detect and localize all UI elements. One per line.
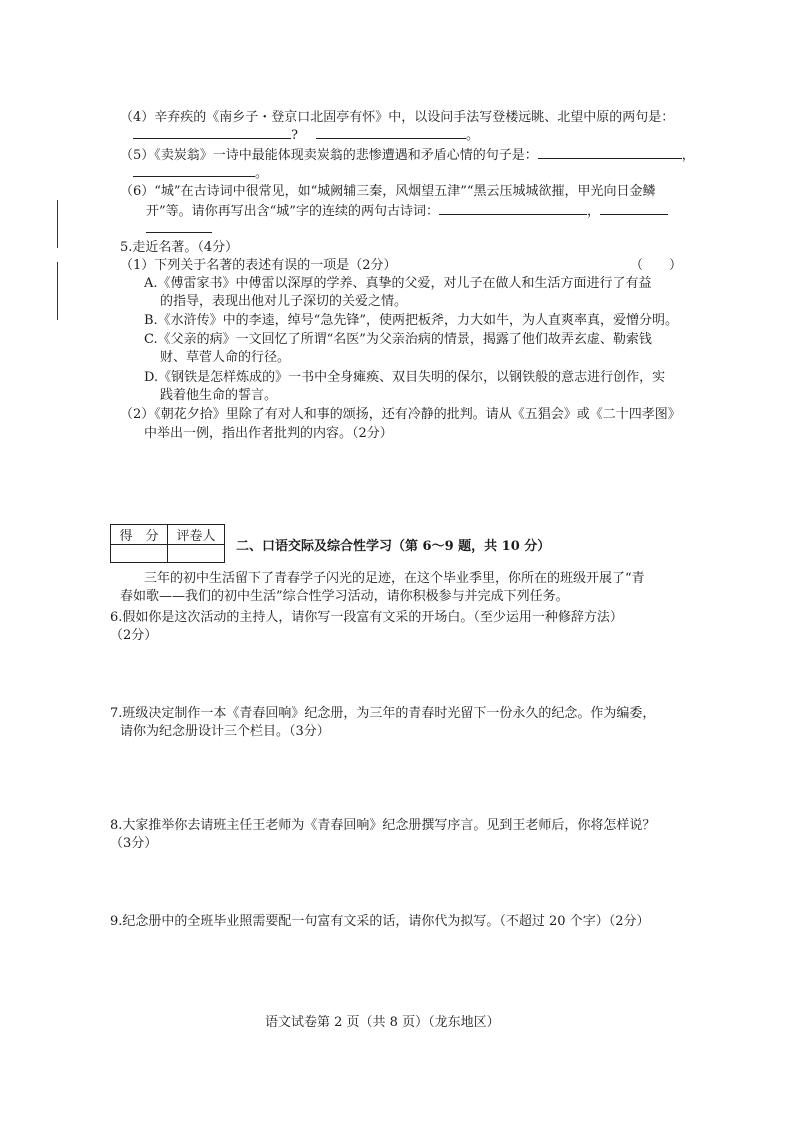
answer-blank[interactable] xyxy=(133,126,291,139)
q5-option-a-line2: 的指导，表现出他对儿子深切的关爱之情。 xyxy=(160,294,408,309)
q6-line2: （2分） xyxy=(110,628,158,643)
page-footer: 语文试卷第 2 页（共 8 页）（龙东地区） xyxy=(265,1015,500,1030)
q4-item4-qmark: ? xyxy=(291,128,298,143)
q5-option-a-line1: A.《傅雷家书》中傅雷以深厚的学养、真挚的父爱，对儿子在做人和生活方面进行了有益 xyxy=(144,276,652,291)
answer-blank[interactable] xyxy=(600,202,668,215)
answer-blank[interactable] xyxy=(133,164,255,177)
binding-mark-lower xyxy=(57,262,58,320)
q6-line1: 6.假如你是这次活动的主持人，请你写一段富有文采的开场白。（至少运用一种修辞方法） xyxy=(110,610,623,625)
q5-answer-paren[interactable]: （ ） xyxy=(630,258,683,273)
q5-option-c-line2: 财、草菅人命的行径。 xyxy=(160,350,291,365)
score-cell[interactable] xyxy=(111,545,168,563)
q5-title: 5.走近名著。（4分） xyxy=(120,240,239,255)
q5-sub2-line2: 中举出一例，指出作者批判的内容。（2分） xyxy=(144,426,393,441)
binding-mark-upper xyxy=(57,200,58,248)
q7-line1: 7.班级决定制作一本《青春回响》纪念册，为三年的青春时光留下一份永久的纪念。作为编委， xyxy=(110,706,656,721)
q4-item5-period: 。 xyxy=(255,166,269,181)
answer-blank[interactable] xyxy=(538,146,682,159)
grader-label: 评卷人 xyxy=(168,525,225,545)
q5-option-c-line1: C.《父亲的病》一文回忆了所谓“名医”为父亲治病的情景，揭露了他们故弄玄虚、勒索钱 xyxy=(144,332,652,347)
section2-heading: 二、口语交际及综合性学习（第 6～9 题，共 10 分） xyxy=(236,539,551,554)
section2-intro-line1: 三年的初中生活留下了青春学子闪光的足迹，在这个毕业季里，你所在的班级开展了“青 xyxy=(144,571,645,586)
q4-item6-text: 开”等。请你再写出含“城”字的连续的两句古诗词： xyxy=(146,204,439,219)
q7-line2: 请你为纪念册设计三个栏目。（3分） xyxy=(120,724,330,739)
answer-blank[interactable] xyxy=(439,202,587,215)
q5-sub2-line1: （2）《朝花夕拾》里除了有对人和事的颂扬，还有冷静的批判。请从《五猖会》或《二十四孝图》 xyxy=(120,407,681,422)
q4-item4-period: 。 xyxy=(465,128,479,143)
section2-intro-line2: 春如歌——我们的初中生活”综合性学习活动，请你积极参与并完成下列任务。 xyxy=(120,589,569,604)
q5-option-b: B.《水浒传》中的李逵，绰号“急先锋”，使两把板斧，力大如牛，为人直爽率真，爱憎分明。 xyxy=(144,313,678,328)
q4-item4-line1: （4）辛弃疾的《南乡子・登京口北固亭有怀》中，以设问手法写登楼远眺、北望中原的两句是： xyxy=(120,110,675,125)
q8-line2: （3分） xyxy=(110,836,158,851)
answer-blank[interactable] xyxy=(316,126,466,139)
q4-item5-line2 xyxy=(133,164,268,182)
q5-sub1: （1）下列关于名著的表述有误的一项是（2分） xyxy=(120,258,397,273)
score-box xyxy=(110,524,225,563)
q4-item6-line2 xyxy=(146,202,668,220)
grader-cell[interactable] xyxy=(168,545,225,563)
score-label: 得 分 xyxy=(111,525,168,545)
q4-item5-text: （5）《卖炭翁》一诗中最能体现卖炭翁的悲惨遭遇和矛盾心情的句子是： xyxy=(120,148,538,163)
q5-option-d-line1: D.《钢铁是怎样炼成的》一书中全身瘫痪、双目失明的保尔，以钢铁般的意志进行创作，实 xyxy=(144,370,666,385)
q4-item5-comma: ， xyxy=(681,148,695,163)
q4-item6-line3 xyxy=(146,220,212,238)
q9-line1: 9.纪念册中的全班毕业照需要配一句富有文采的话，请你代为拟写。（不超过 20 个字）（2分） xyxy=(110,914,650,929)
q8-line1: 8.大家推举你去请班主任王老师为《青春回响》纪念册撰写序言。见到王老师后，你将怎样说？ xyxy=(110,818,656,833)
q4-item6-line1: （6）“城”在古诗词中很常见，如“城阙辅三秦，风烟望五津”“黑云压城城欲摧，甲光向日金鳞 xyxy=(120,184,656,199)
q4-item4-line2 xyxy=(133,126,479,144)
q5-option-d-line2: 践着他生命的誓言。 xyxy=(160,388,278,403)
answer-blank[interactable] xyxy=(146,220,212,233)
q4-item6-comma: ， xyxy=(586,204,600,219)
q4-item5-line1 xyxy=(120,146,695,164)
